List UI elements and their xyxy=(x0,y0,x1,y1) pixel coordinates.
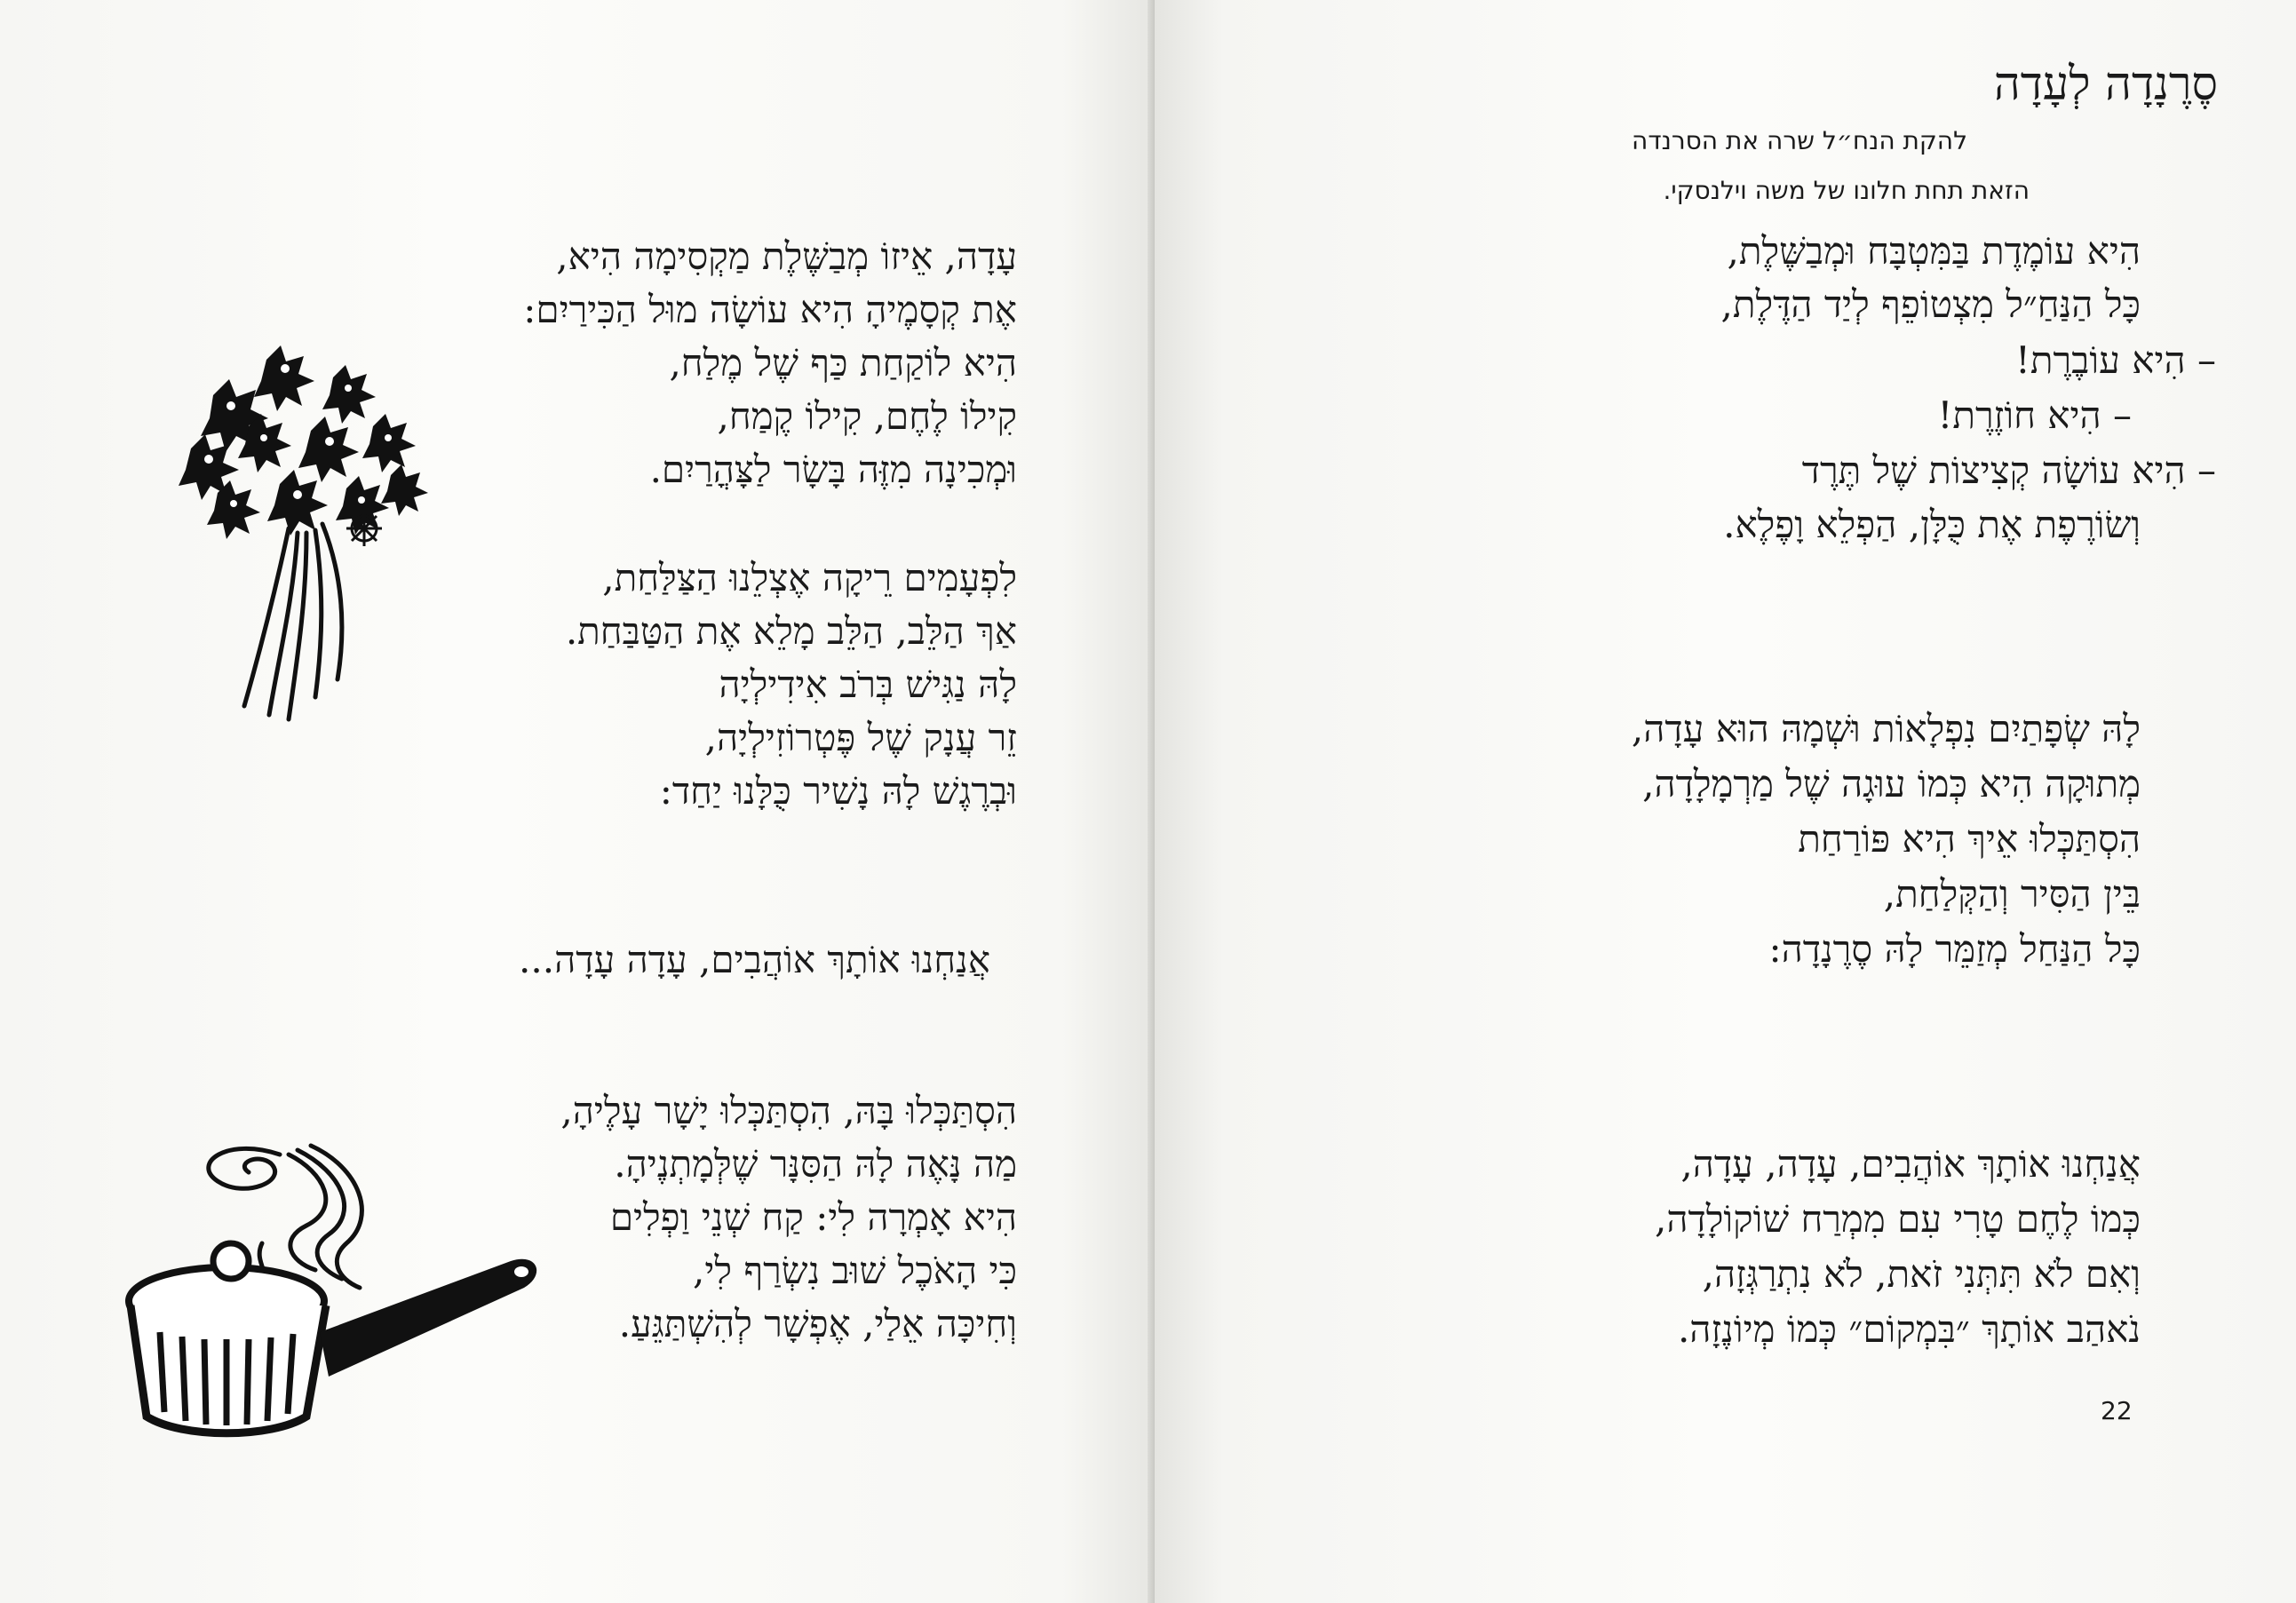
verse-line: כְּמוֹ לֶחֶם טָרִי עִם מִמְרַח שׁוֹקוֹלָדָה, xyxy=(1655,1197,2141,1241)
verse-line: הִיא עוֹמֶדֶת בַּמִּטְבָּח וּמְבַשֶּׁלֶת, xyxy=(1727,229,2141,273)
verse-line: – הִיא חוֹזֶרֶת! xyxy=(1937,393,2132,437)
verse-line: וּבְרֶגֶשׁ לָהּ נָשִׁיר כֻּלָּנוּ יַחַד: xyxy=(659,769,1017,813)
verse-line: וְחִיכָּה אֵלַי, אֶפְשָׁר לְהִשְׁתַּגֵּעַ. xyxy=(618,1302,1017,1345)
verse-line: בֵּין הַסִּיר וְהַקְּלַחַת, xyxy=(1883,872,2141,916)
verse-line: נֹאהַב אוֹתָךְ ״בִּמְקוֹם״ כְּמוֹ מְיוֹנֶזָה. xyxy=(1677,1307,2141,1351)
verse-line: כָּל הַנַּחַ״ל מִצְטוֹפֵף לְיַד הַדֶּלֶת, xyxy=(1720,282,2141,326)
verse-line: – הִיא עוֹשָׂה קְצִיצוֹת שֶׁל תֶּרֶד xyxy=(1801,448,2216,492)
verse-line: אַךְ הַלֵּב, הַלֵּב מָלֵא אֶת הַטַּבַּחַת. xyxy=(565,609,1017,653)
verse-line: מַה נָּאֶה לָהּ הַסִּנָּר שֶׁלְּמָתְנֶיהָ. xyxy=(614,1142,1017,1186)
right-page xyxy=(1155,0,2296,1603)
verse-line: קִילוֹ לֶחֶם, קִילוֹ קֶמַח, xyxy=(717,394,1017,438)
verse-line: לִפְעָמִים רֵיקָה אֶצְלֵנוּ הַצַּלַּחַת, xyxy=(602,556,1017,599)
flower-bouquet-icon xyxy=(164,342,440,724)
verse-line: אֶת קְסָמֶיהָ הִיא עוֹשָׂה מוּל הַכִּירַיִם: xyxy=(523,288,1017,331)
verse-line: כָּל הַנַּחַל מְזַמֵּר לָהּ סֶרֶנָדָה: xyxy=(1768,927,2141,971)
verse-line: וְאִם לֹא תִּתְּנִי זֹאת, לֹא נִתְרַגְּזָה, xyxy=(1702,1252,2141,1296)
verse-line: כִּי הָאֹכֶל שׁוּב נִשְׂרַף לִי, xyxy=(693,1249,1017,1292)
verse-line: זֵר עֲנָק שֶׁל פֶּטְרוֹזִילְיָה, xyxy=(704,716,1017,759)
verse-line: אֲנַחְנוּ אוֹתָךְ אוֹהֲבִים, עָדָה, עָדָה, xyxy=(1680,1142,2141,1186)
verse-line: וּמְכִינָה מִזֶּה בָּשָׂר לַצָּהֳרַיִם. xyxy=(649,448,1017,491)
verse-line: הִסְתַּכְּלוּ בָּהּ, הִסְתַּכְּלוּ יָשָׁר עָלֶיהָ, xyxy=(560,1089,1017,1132)
intro-note-line: להקת הנח״ל שרה את הסרנדה xyxy=(1632,126,1967,155)
verse-line: וְשׂוֹרֶפֶת אֶת כֻּלָּן, הַפְלֵא וָפֶלֶא. xyxy=(1723,503,2141,546)
verse-line: – הִיא עוֹבֶרֶת! xyxy=(2015,338,2216,382)
verse-line: הִיא אָמְרָה לִי: קַח שְׁנֵי וַפְלִים xyxy=(609,1195,1017,1239)
page-title: סֶרֶנָדָה לְעָדָה xyxy=(1993,58,2218,111)
verse-line: לָהּ נַגִּישׁ בְּרֹב אִידִילְיָה xyxy=(719,663,1017,706)
left-refrain: אֲנַחְנוּ אוֹתָךְ אוֹהֲבִים, עָדָה עָדָה... xyxy=(519,938,990,981)
verse-line: עָדָה, אֵיזוֹ מְבַשֶּׁלֶת מַקְסִימָה הִיא, xyxy=(556,234,1017,278)
page-number: 22 xyxy=(2101,1396,2133,1425)
verse-line: מְתוּקָה הִיא כְּמוֹ עוּגָה שֶׁל מַרְמָלָדָה, xyxy=(1642,762,2141,805)
verse-line: הִסְתַּכְּלוּ אֵיךְ הִיא פּוֹרַחַת xyxy=(1798,817,2141,861)
verse-line: לָהּ שְׂפָתַיִם נִפְלָאוֹת וּשְׁמָהּ הוּא עָדָה, xyxy=(1631,707,2141,750)
intro-note-line: הזאת תחת חלונו של משה וילנסקי. xyxy=(1663,176,2030,205)
verse-line: הִיא לוֹקַחַת כַּף שֶׁל מֶלַח, xyxy=(669,341,1017,385)
steaming-saucepan-icon xyxy=(120,1128,564,1439)
